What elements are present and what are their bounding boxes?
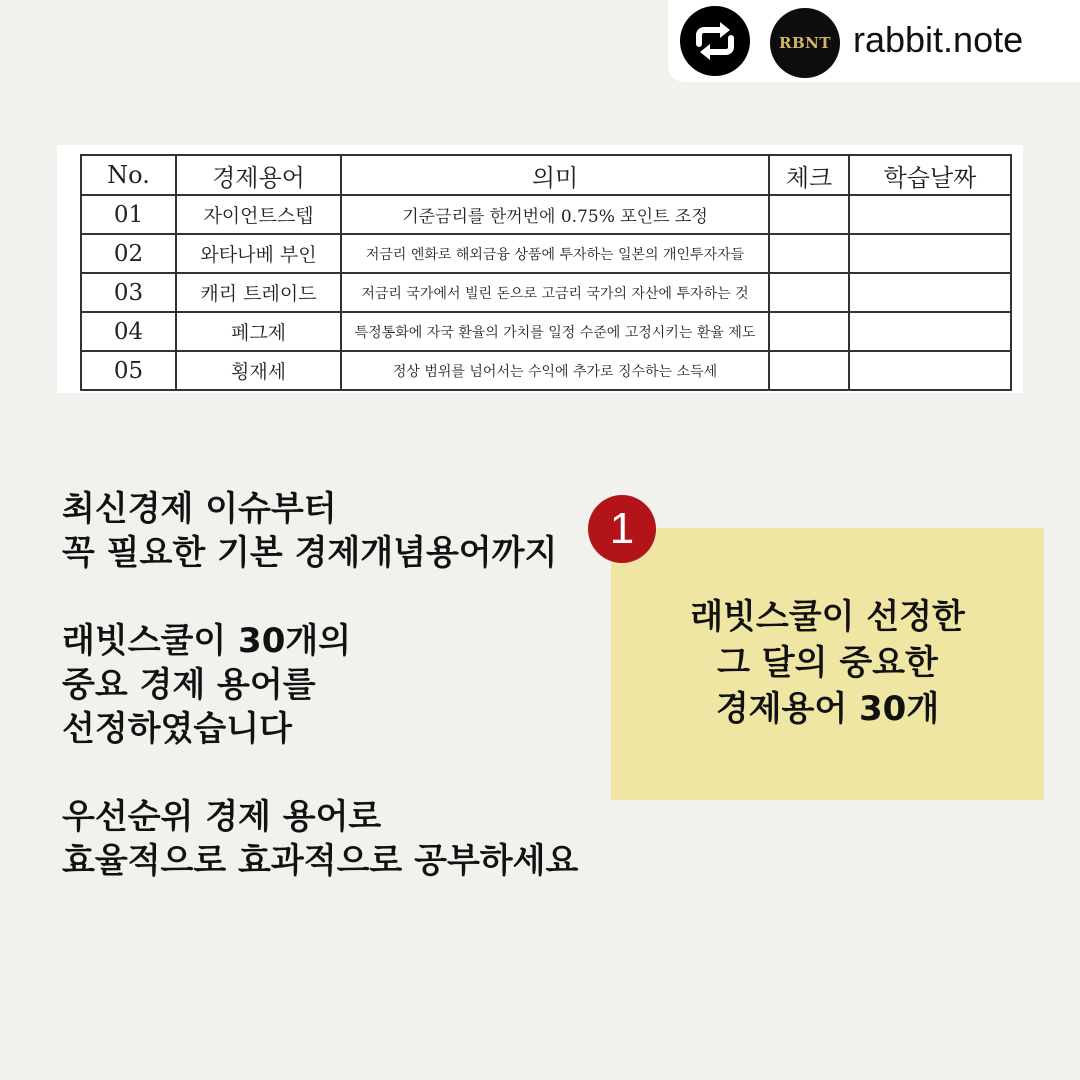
row-number: 03 bbox=[81, 273, 176, 312]
row-date-cell bbox=[849, 273, 1011, 312]
row-number: 01 bbox=[81, 195, 176, 234]
text-line: 최신경제 이슈부터 bbox=[62, 489, 337, 529]
row-check-cell bbox=[769, 351, 849, 390]
text-line: 우선순위 경제 용어로 bbox=[62, 797, 382, 837]
card-line: 경제용어 30개 bbox=[715, 689, 940, 729]
terms-table bbox=[80, 154, 1012, 391]
row-check-cell bbox=[769, 234, 849, 273]
description-text bbox=[62, 487, 622, 927]
card-line: 그 달의 중요한 bbox=[717, 643, 938, 683]
text-line: 꼭 필요한 기본 경제개념용어까지 bbox=[62, 533, 558, 573]
highlight-card bbox=[611, 528, 1044, 800]
table-row bbox=[81, 312, 1011, 351]
row-term: 자이언트스텝 bbox=[176, 195, 341, 234]
row-number: 04 bbox=[81, 312, 176, 351]
table-row bbox=[81, 273, 1011, 312]
row-meaning: 저금리 국가에서 빌린 돈으로 고금리 국가의 자산에 투자하는 것 bbox=[341, 273, 769, 312]
row-check-cell bbox=[769, 273, 849, 312]
paragraph bbox=[62, 795, 622, 883]
row-check-cell bbox=[769, 312, 849, 351]
avatar[interactable] bbox=[770, 8, 840, 78]
row-meaning: 정상 범위를 넘어서는 수익에 추가로 징수하는 소득세 bbox=[341, 351, 769, 390]
text-line: 효율적으로 효과적으로 공부하세요 bbox=[62, 841, 579, 881]
terms-table-image bbox=[57, 145, 1023, 393]
text-line: 선정하였습니다 bbox=[62, 709, 292, 749]
avatar-text: RBNT bbox=[778, 34, 832, 52]
header-check: 체크 bbox=[769, 155, 849, 195]
row-date-cell bbox=[849, 234, 1011, 273]
paragraph bbox=[62, 619, 622, 751]
row-number: 05 bbox=[81, 351, 176, 390]
row-date-cell bbox=[849, 195, 1011, 234]
table-row bbox=[81, 234, 1011, 273]
row-term: 페그제 bbox=[176, 312, 341, 351]
number-badge: 1 bbox=[588, 495, 656, 563]
header-term: 경제용어 bbox=[176, 155, 341, 195]
table-header-row bbox=[81, 155, 1011, 195]
repost-icon[interactable] bbox=[680, 6, 750, 76]
table-row bbox=[81, 195, 1011, 234]
row-check-cell bbox=[769, 195, 849, 234]
row-term: 캐리 트레이드 bbox=[176, 273, 341, 312]
card-text bbox=[611, 594, 1044, 732]
row-term: 횡재세 bbox=[176, 351, 341, 390]
text-line: 래빗스쿨이 30개의 bbox=[62, 621, 352, 661]
card-line: 래빗스쿨이 선정한 bbox=[690, 597, 965, 637]
row-date-cell bbox=[849, 351, 1011, 390]
row-meaning: 저금리 엔화로 해외금융 상품에 투자하는 일본의 개인투자자들 bbox=[341, 234, 769, 273]
header-study-date: 학습날짜 bbox=[849, 155, 1011, 195]
row-number: 02 bbox=[81, 234, 176, 273]
header-no: No. bbox=[81, 155, 176, 195]
account-handle[interactable]: rabbit.note bbox=[853, 19, 1024, 60]
text-line: 중요 경제 용어를 bbox=[62, 665, 316, 705]
row-date-cell bbox=[849, 312, 1011, 351]
paragraph bbox=[62, 487, 622, 575]
row-meaning: 특정통화에 자국 환율의 가치를 일정 수준에 고정시키는 환율 제도 bbox=[341, 312, 769, 351]
table-row bbox=[81, 351, 1011, 390]
row-meaning: 기준금리를 한꺼번에 0.75% 포인트 조정 bbox=[341, 195, 769, 234]
row-term: 와타나베 부인 bbox=[176, 234, 341, 273]
header-meaning: 의미 bbox=[341, 155, 769, 195]
